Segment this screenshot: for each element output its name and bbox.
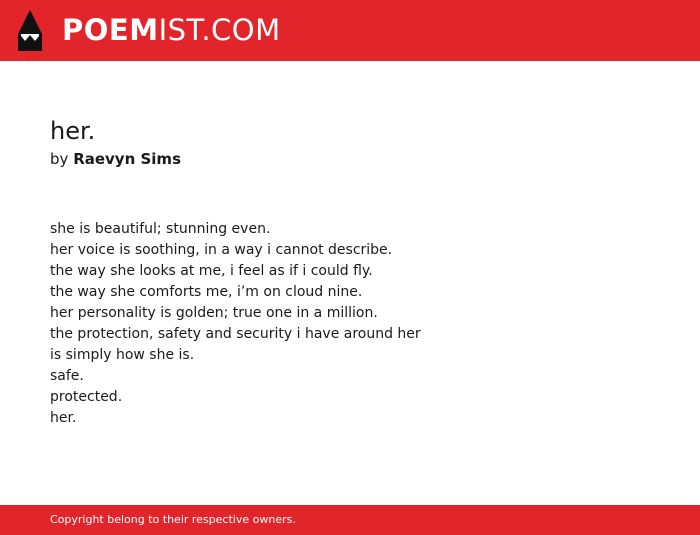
poem-line: is simply how she is. <box>50 347 195 363</box>
poem-line: protected. <box>50 389 123 405</box>
poem-line: she is beautiful; stunning even. <box>50 221 271 237</box>
copyright-text: Copyright belong to their respective owners. <box>50 513 296 526</box>
logo-light-text: IST.COM <box>158 13 281 47</box>
by-label: by <box>50 150 69 168</box>
poem-line: the way she looks at me, i feel as if i could fly. <box>50 263 373 279</box>
site-footer <box>0 505 700 535</box>
site-logo[interactable] <box>62 12 281 48</box>
byline <box>50 149 181 169</box>
author-name: Raevyn Sims <box>73 150 181 168</box>
poem-title: her. <box>50 117 96 145</box>
poem-line: safe. <box>50 368 84 384</box>
site-header <box>0 0 700 61</box>
poem-line: her voice is soothing, in a way i cannot describe. <box>50 242 393 258</box>
poem-line: the protection, safety and security i have around her <box>50 326 421 342</box>
poem-line: the way she comforts me, i’m on cloud nine. <box>50 284 363 300</box>
logo-bold-text: POEM <box>62 13 159 47</box>
poem-line: her. <box>50 410 77 426</box>
pencil-tip-icon[interactable] <box>16 9 44 52</box>
poem-line: her personality is golden; true one in a million. <box>50 305 378 321</box>
poem-body <box>50 219 421 429</box>
